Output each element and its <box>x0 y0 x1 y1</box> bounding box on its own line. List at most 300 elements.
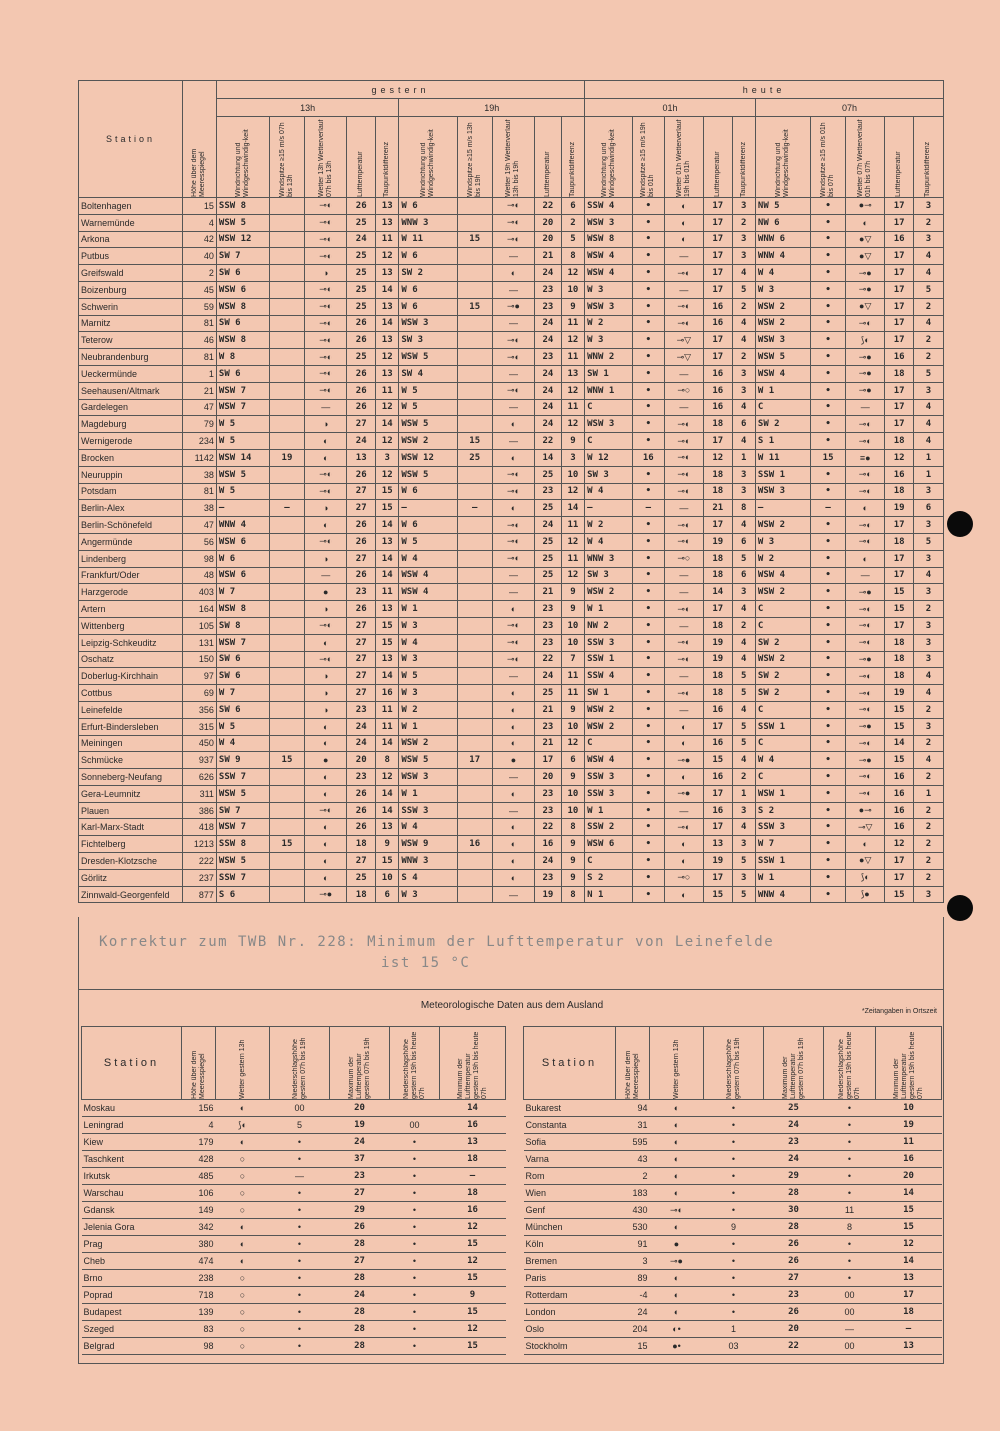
gust-19 <box>457 567 492 584</box>
temp-01: 16 <box>703 802 732 819</box>
weather-13: ⊸◐ <box>304 231 346 248</box>
col-temp-01: Lufttemperatur <box>703 117 732 198</box>
station-name: Oschatz <box>79 651 183 668</box>
weather-07: ⊸● <box>846 281 885 298</box>
temp-07: 18 <box>885 483 914 500</box>
dew-07: 1 <box>913 466 943 483</box>
foreign-min-temp: 13 <box>876 1338 942 1355</box>
foreign-precip-night: • <box>824 1151 876 1168</box>
temp-07: 17 <box>885 382 914 399</box>
foreign-weather: ○ <box>216 1168 270 1185</box>
foreign-station: Moskau <box>82 1100 182 1117</box>
foreign-row <box>82 1151 506 1168</box>
temp-19: 22 <box>535 198 562 215</box>
wind-07: SSW 1 <box>755 853 810 870</box>
gust-07: • <box>811 836 846 853</box>
dew-07: 4 <box>913 567 943 584</box>
dew-19: 12 <box>561 533 584 550</box>
station-name: Görlitz <box>79 869 183 886</box>
gust-19 <box>457 769 492 786</box>
col-wind-01: Windrichtung und Windgeschwindig-keit <box>585 117 633 198</box>
dew-13: 12 <box>376 466 399 483</box>
wind-01: SW 1 <box>585 365 633 382</box>
wind-19: W 4 <box>399 819 457 836</box>
foreign-station: Köln <box>524 1236 616 1253</box>
weather-01: ⊸◐ <box>664 819 703 836</box>
foreign-precip-day: • <box>704 1202 764 1219</box>
altitude: 1213 <box>182 836 216 853</box>
foreign-max-temp: 28 <box>330 1338 390 1355</box>
temp-01: 21 <box>703 500 732 517</box>
gust-13 <box>269 533 304 550</box>
temp-13: 13 <box>347 449 376 466</box>
gust-19 <box>457 349 492 366</box>
gust-01: • <box>632 248 664 265</box>
dew-01: 1 <box>732 785 755 802</box>
gust-01: — <box>632 500 664 517</box>
altitude: 418 <box>182 819 216 836</box>
correction-note <box>78 917 944 989</box>
dew-01: 2 <box>732 617 755 634</box>
weather-19: ◐ <box>492 718 534 735</box>
foreign-left-prec-header: Niederschlagshöhe gestern 07h bis 19h <box>270 1027 330 1100</box>
altitude: 234 <box>182 433 216 450</box>
dew-19: 12 <box>561 735 584 752</box>
station-row <box>79 634 944 651</box>
weather-19: — <box>492 399 534 416</box>
temp-07: 16 <box>885 819 914 836</box>
temp-13: 23 <box>347 701 376 718</box>
foreign-min-temp: 13 <box>440 1134 506 1151</box>
col-weather-01: Wetter 01h Wetterverlauf 19h bis 01h <box>664 117 703 198</box>
temp-13: 26 <box>347 365 376 382</box>
gust-13 <box>269 819 304 836</box>
weather-01: ⊸▽ <box>664 332 703 349</box>
foreign-max-temp: 22 <box>764 1338 824 1355</box>
dew-13: 14 <box>376 802 399 819</box>
gust-19 <box>457 214 492 231</box>
foreign-weather: ◐ <box>650 1270 704 1287</box>
wind-19: WNW 3 <box>399 853 457 870</box>
foreign-left-body <box>82 1100 506 1355</box>
foreign-max-temp: 26 <box>330 1219 390 1236</box>
wind-19: W 3 <box>399 651 457 668</box>
foreign-precip-day: • <box>704 1236 764 1253</box>
dew-13: 14 <box>376 315 399 332</box>
foreign-min-temp: 15 <box>440 1304 506 1321</box>
foreign-min-temp: 16 <box>440 1202 506 1219</box>
temp-01: 18 <box>703 685 732 702</box>
dew-19: 11 <box>561 668 584 685</box>
temp-13: 27 <box>347 685 376 702</box>
wind-01: WNW 3 <box>585 550 633 567</box>
foreign-row <box>524 1338 942 1355</box>
foreign-precip-day: • <box>270 1287 330 1304</box>
wind-07: W 11 <box>755 449 810 466</box>
station-name: Marnitz <box>79 315 183 332</box>
col-temp-19: Lufttemperatur <box>535 117 562 198</box>
dew-13: 14 <box>376 785 399 802</box>
gust-01: • <box>632 685 664 702</box>
foreign-precip-day: • <box>704 1304 764 1321</box>
weather-07: ◐ <box>846 214 885 231</box>
dew-01: 3 <box>732 802 755 819</box>
weather-01: ⊸◐ <box>664 433 703 450</box>
wind-13: SSW 7 <box>216 769 269 786</box>
foreign-table-left <box>81 1026 506 1355</box>
station-name: Angermünde <box>79 533 183 550</box>
weather-13: ◐ <box>304 735 346 752</box>
weather-19: ◐ <box>492 819 534 836</box>
gust-19 <box>457 802 492 819</box>
station-name: Potsdam <box>79 483 183 500</box>
altitude: 15 <box>182 198 216 215</box>
foreign-precip-night: • <box>824 1185 876 1202</box>
dew-01: 3 <box>732 836 755 853</box>
temp-19: 23 <box>535 718 562 735</box>
gust-19: 16 <box>457 836 492 853</box>
foreign-station: Poprad <box>82 1287 182 1304</box>
foreign-precip-day: 1 <box>704 1321 764 1338</box>
foreign-altitude: 204 <box>616 1321 650 1338</box>
wind-13: — <box>216 500 269 517</box>
station-name: Ueckermünde <box>79 365 183 382</box>
foreign-row <box>524 1219 942 1236</box>
station-row <box>79 500 944 517</box>
station-row <box>79 281 944 298</box>
wind-07: WSW 2 <box>755 651 810 668</box>
wind-13: S 6 <box>216 886 269 903</box>
wind-19: W 4 <box>399 634 457 651</box>
weather-13: — <box>304 567 346 584</box>
station-name: Wernigerode <box>79 433 183 450</box>
weather-01: ⊸◐ <box>664 315 703 332</box>
foreign-weather: ◐ <box>216 1253 270 1270</box>
temp-19: 25 <box>535 500 562 517</box>
dew-13: 11 <box>376 701 399 718</box>
altitude: 311 <box>182 785 216 802</box>
weather-01: ◐ <box>664 836 703 853</box>
dew-13: 11 <box>376 231 399 248</box>
foreign-max-temp: 26 <box>764 1253 824 1270</box>
gust-19 <box>457 651 492 668</box>
weather-01: — <box>664 500 703 517</box>
temp-19: 21 <box>535 735 562 752</box>
foreign-row <box>82 1117 506 1134</box>
wind-07: WSW 2 <box>755 517 810 534</box>
wind-01: W 12 <box>585 449 633 466</box>
foreign-max-temp: 29 <box>330 1202 390 1219</box>
gust-07: • <box>811 617 846 634</box>
weather-13: ◑ <box>304 416 346 433</box>
wind-01: W 2 <box>585 517 633 534</box>
foreign-altitude: 31 <box>616 1117 650 1134</box>
gust-19 <box>457 617 492 634</box>
foreign-row <box>82 1253 506 1270</box>
foreign-precip-night: — <box>824 1321 876 1338</box>
weather-19: ⊸● <box>492 298 534 315</box>
dew-19: 9 <box>561 869 584 886</box>
wind-01: WSW 4 <box>585 248 633 265</box>
weather-19: ⊸◐ <box>492 550 534 567</box>
temp-19: 21 <box>535 584 562 601</box>
temp-13: 25 <box>347 869 376 886</box>
temp-13: 24 <box>347 433 376 450</box>
foreign-precip-night: • <box>390 1236 440 1253</box>
foreign-min-temp: 9 <box>440 1287 506 1304</box>
weather-19: ⊸◐ <box>492 382 534 399</box>
gust-07: • <box>811 601 846 618</box>
wind-19: W 3 <box>399 685 457 702</box>
wind-07: C <box>755 617 810 634</box>
station-name: Warnemünde <box>79 214 183 231</box>
station-row <box>79 785 944 802</box>
gust-07: • <box>811 315 846 332</box>
wind-13: WSW 8 <box>216 298 269 315</box>
foreign-min-temp: 16 <box>876 1151 942 1168</box>
weather-07: ⊸◐ <box>846 769 885 786</box>
weather-19: ● <box>492 752 534 769</box>
foreign-precip-day: • <box>704 1185 764 1202</box>
gust-07: 15 <box>811 449 846 466</box>
station-row <box>79 836 944 853</box>
foreign-altitude: 3 <box>616 1253 650 1270</box>
foreign-precip-day: — <box>270 1168 330 1185</box>
weather-01: ⊸◐ <box>664 533 703 550</box>
gust-19 <box>457 785 492 802</box>
temp-13: 26 <box>347 533 376 550</box>
foreign-left-wx-header: Wetter gestern 13h <box>216 1027 270 1100</box>
wind-13: SW 7 <box>216 802 269 819</box>
weather-07: ●⊸ <box>846 802 885 819</box>
gust-01: • <box>632 668 664 685</box>
foreign-precip-day: • <box>704 1253 764 1270</box>
dew-01: 4 <box>732 752 755 769</box>
gust-01: • <box>632 517 664 534</box>
foreign-max-temp: 23 <box>764 1134 824 1151</box>
temp-01: 16 <box>703 735 732 752</box>
gust-07: • <box>811 785 846 802</box>
temp-01: 17 <box>703 718 732 735</box>
station-row <box>79 449 944 466</box>
dew-07: 2 <box>913 298 943 315</box>
temp-07: 18 <box>885 634 914 651</box>
foreign-station: Budapest <box>82 1304 182 1321</box>
foreign-row <box>82 1304 506 1321</box>
gust-19 <box>457 365 492 382</box>
wind-19: W 6 <box>399 483 457 500</box>
weather-13: ◑ <box>304 685 346 702</box>
foreign-weather: ○ <box>216 1202 270 1219</box>
station-row <box>79 483 944 500</box>
foreign-section <box>78 989 944 1364</box>
temp-01: 15 <box>703 752 732 769</box>
weather-13: ◐ <box>304 869 346 886</box>
foreign-min-temp: 12 <box>440 1219 506 1236</box>
foreign-weather: ◐ <box>216 1100 270 1117</box>
station-name: Wittenberg <box>79 617 183 634</box>
gust-07: • <box>811 567 846 584</box>
wind-07: SW 2 <box>755 685 810 702</box>
dew-19: 11 <box>561 685 584 702</box>
temp-01: 16 <box>703 769 732 786</box>
temp-19: 21 <box>535 248 562 265</box>
weather-01: ◐ <box>664 735 703 752</box>
temp-19: 20 <box>535 769 562 786</box>
wind-07: WSW 4 <box>755 365 810 382</box>
wind-01: WSW 3 <box>585 298 633 315</box>
temp-19: 23 <box>535 601 562 618</box>
weather-01: ⊸● <box>664 785 703 802</box>
temp-13: 25 <box>347 281 376 298</box>
weather-07: ◐ <box>846 500 885 517</box>
dew-07: 1 <box>913 449 943 466</box>
dew-07: 3 <box>913 617 943 634</box>
temp-01: 18 <box>703 483 732 500</box>
dew-07: 3 <box>913 550 943 567</box>
weather-19: ◐ <box>492 785 534 802</box>
dew-19: 6 <box>561 752 584 769</box>
weather-13: — <box>304 399 346 416</box>
weather-13: ◐ <box>304 718 346 735</box>
wind-07: SW 2 <box>755 634 810 651</box>
dew-07: 1 <box>913 785 943 802</box>
station-name: Boltenhagen <box>79 198 183 215</box>
foreign-altitude: 718 <box>182 1287 216 1304</box>
wind-07: NW 6 <box>755 214 810 231</box>
foreign-row <box>82 1202 506 1219</box>
station-row <box>79 315 944 332</box>
temp-01: 16 <box>703 365 732 382</box>
dew-01: 6 <box>732 567 755 584</box>
gust-13 <box>269 853 304 870</box>
gust-19 <box>457 601 492 618</box>
altitude-header: Höhe über dem Meeresspiegel <box>182 81 216 198</box>
wind-07: WNW 4 <box>755 248 810 265</box>
dew-07: 3 <box>913 198 943 215</box>
temp-13: 27 <box>347 500 376 517</box>
gust-01: • <box>632 382 664 399</box>
gust-19 <box>457 281 492 298</box>
wind-07: WNW 6 <box>755 231 810 248</box>
correction-line-1: Korrektur zum TWB Nr. 228: Minimum der Lufttemperatur von Leinefelde <box>99 934 775 950</box>
foreign-min-temp: 15 <box>440 1270 506 1287</box>
temp-13: 18 <box>347 886 376 903</box>
foreign-right-prec2-header: Niederschlagshöhe gestern 19h bis heute 07h <box>824 1027 876 1100</box>
station-name: Plauen <box>79 802 183 819</box>
wind-01: S 2 <box>585 869 633 886</box>
dew-01: 5 <box>732 281 755 298</box>
foreign-min-temp: 15 <box>876 1202 942 1219</box>
foreign-min-temp: 16 <box>440 1117 506 1134</box>
dew-19: 6 <box>561 198 584 215</box>
weather-19: ⊸◐ <box>492 231 534 248</box>
dew-13: 13 <box>376 651 399 668</box>
altitude: 937 <box>182 752 216 769</box>
weather-07: ●▽ <box>846 853 885 870</box>
foreign-precip-night: • <box>824 1117 876 1134</box>
wind-19: W 3 <box>399 617 457 634</box>
gust-19 <box>457 198 492 215</box>
dew-19: 10 <box>561 802 584 819</box>
wind-13: SW 7 <box>216 248 269 265</box>
station-name: Sonneberg-Neufang <box>79 769 183 786</box>
foreign-station: Sofia <box>524 1134 616 1151</box>
dew-01: 3 <box>732 869 755 886</box>
weather-19: — <box>492 248 534 265</box>
foreign-precip-day: • <box>270 1185 330 1202</box>
wind-19: WSW 5 <box>399 466 457 483</box>
station-name: Lindenberg <box>79 550 183 567</box>
wind-01: W 4 <box>585 483 633 500</box>
foreign-max-temp: 24 <box>330 1134 390 1151</box>
temp-07: 14 <box>885 735 914 752</box>
weather-19: — <box>492 668 534 685</box>
dew-13: 14 <box>376 517 399 534</box>
gust-13 <box>269 281 304 298</box>
gust-13 <box>269 668 304 685</box>
dew-19: 2 <box>561 214 584 231</box>
gust-07: • <box>811 265 846 282</box>
temp-13: 27 <box>347 853 376 870</box>
temp-13: 26 <box>347 785 376 802</box>
foreign-precip-night <box>390 1100 440 1117</box>
weather-07: ⊸◐ <box>846 315 885 332</box>
foreign-precip-night: • <box>824 1168 876 1185</box>
altitude: 40 <box>182 248 216 265</box>
weather-13: ◑ <box>304 500 346 517</box>
wind-13: WSW 8 <box>216 332 269 349</box>
station-row <box>79 298 944 315</box>
gust-07: • <box>811 802 846 819</box>
correction-line-2: ist 15 °C <box>381 955 471 971</box>
wind-13: SW 6 <box>216 651 269 668</box>
weather-01: ⊸◐ <box>664 449 703 466</box>
yesterday-header: gestern <box>216 81 584 99</box>
temp-19: 14 <box>535 449 562 466</box>
foreign-station: Taschkent <box>82 1151 182 1168</box>
weather-07: ⊸● <box>846 365 885 382</box>
foreign-precip-day: • <box>270 1134 330 1151</box>
foreign-min-temp: 14 <box>876 1185 942 1202</box>
foreign-min-temp: 19 <box>876 1117 942 1134</box>
gust-07: • <box>811 752 846 769</box>
weather-07: ⊸◐ <box>846 785 885 802</box>
foreign-row <box>524 1134 942 1151</box>
foreign-min-temp: 11 <box>876 1134 942 1151</box>
foreign-row <box>82 1338 506 1355</box>
weather-07: ⊸◐ <box>846 601 885 618</box>
weather-13: ◐ <box>304 819 346 836</box>
wind-19: W 1 <box>399 601 457 618</box>
gust-01: • <box>632 416 664 433</box>
station-name: Schmücke <box>79 752 183 769</box>
temp-13: 26 <box>347 517 376 534</box>
weather-19: ◐ <box>492 869 534 886</box>
gust-07: • <box>811 214 846 231</box>
weather-01: ⊸● <box>664 752 703 769</box>
station-row <box>79 752 944 769</box>
temp-19: 22 <box>535 433 562 450</box>
temp-07: 17 <box>885 853 914 870</box>
gust-19: 15 <box>457 231 492 248</box>
temp-19: 24 <box>535 332 562 349</box>
time-13h: 13h <box>216 99 398 117</box>
temp-01: 18 <box>703 567 732 584</box>
weather-19: ⊸◐ <box>492 349 534 366</box>
gust-19: 17 <box>457 752 492 769</box>
gust-01: • <box>632 769 664 786</box>
